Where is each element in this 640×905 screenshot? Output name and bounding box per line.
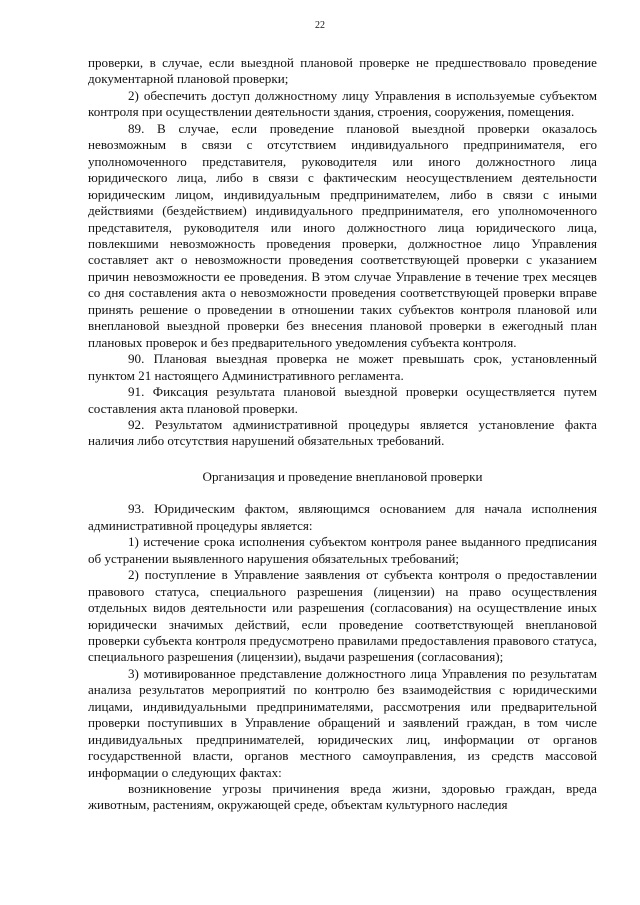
section-heading: Организация и проведение внеплановой проверки: [202, 468, 483, 484]
paragraph: 1) истечение срока исполнения субъектом контроля ранее выданного предписания об устранении выявленного нарушения обязательных требований;: [88, 534, 597, 566]
page-number: 22: [315, 20, 325, 31]
paragraph: 89. В случае, если проведение плановой выездной проверки оказалось невозможным в связи с отсутствием индивидуального предпринимателя, его уполномоченного представителя, руководителя или иного должностного лица юридического лица, либо в связи с фактическим неосуществлением деятельности юридическим лицом, индивидуальным предпринимателем, либо в связи с иными действиями (бездействием) индивидуального предпринимателя, его уполномоченного представителя, руководителя или иного должностного лица юридического лица, повлекшими невозможность проведения проверки, должностное лицо Управления составляет акт о невозможности проведения соответствующей проверки с указанием причин невозможности ее проведения. В этом случае Управление в течение трех месяцев со дня составления акта о невозможности проведения соответствующей проверки вправе принять решение о проведении в отношении таких субъектов контроля плановой или внеплановой выездной проверки без внесения плановой проверки в ежегодный план плановых проверок и без предварительного уведомления субъекта контроля.: [88, 120, 597, 350]
paragraph: 3) мотивированное представление должностного лица Управления по результатам анализа результатов мероприятий по контролю без взаимодействия с юридическими лицами, индивидуальными предпринимателями, рассмотрения или предварительной проверки поступивших в Управление обращений и заявлений граждан, в том числе индивидуальных предпринимателей, юридических лиц, информации от органов государственной власти, органов местного самоуправления, из средств массовой информации о следующих фактах:: [88, 665, 597, 780]
paragraph: 92. Результатом административной процедуры является установление факта наличия либо отсутствия нарушений обязательных требований.: [88, 416, 597, 449]
paragraph: 2) обеспечить доступ должностному лицу Управления в используемые субъектом контроля при осуществлении деятельности здания, строения, сооружения, помещения.: [88, 87, 597, 120]
paragraph: 2) поступление в Управление заявления от субъекта контроля о предоставлении правового статуса, специального разрешения (лицензии) на право осуществления отдельных видов деятельности или разрешения (согласования) на осуществление иных юридически значимых действий, если проведение соответствующей внеплановой проверки субъекта контроля предусмотрено правилами предоставления правового статуса, специального разрешения (лицензии), выдачи разрешения (согласования);: [88, 567, 597, 665]
document-body: [88, 55, 597, 814]
paragraph: 91. Фиксация результата плановой выездной проверки осуществляется путем составления акта плановой проверки.: [88, 384, 597, 416]
paragraph: проверки, в случае, если выездной плановой проверке не предшествовало проведение документарной плановой проверки;: [88, 55, 597, 87]
paragraph: 93. Юридическим фактом, являющимся основанием для начала исполнения административной процедуры является:: [88, 501, 597, 533]
paragraph: возникновение угрозы причинения вреда жизни, здоровью граждан, вреда животным, растениям, окружающей среде, объектам культурного наследия: [88, 781, 597, 813]
paragraph: 90. Плановая выездная проверка не может превышать срок, установленный пунктом 21 настоящего Административного регламента.: [88, 351, 597, 383]
